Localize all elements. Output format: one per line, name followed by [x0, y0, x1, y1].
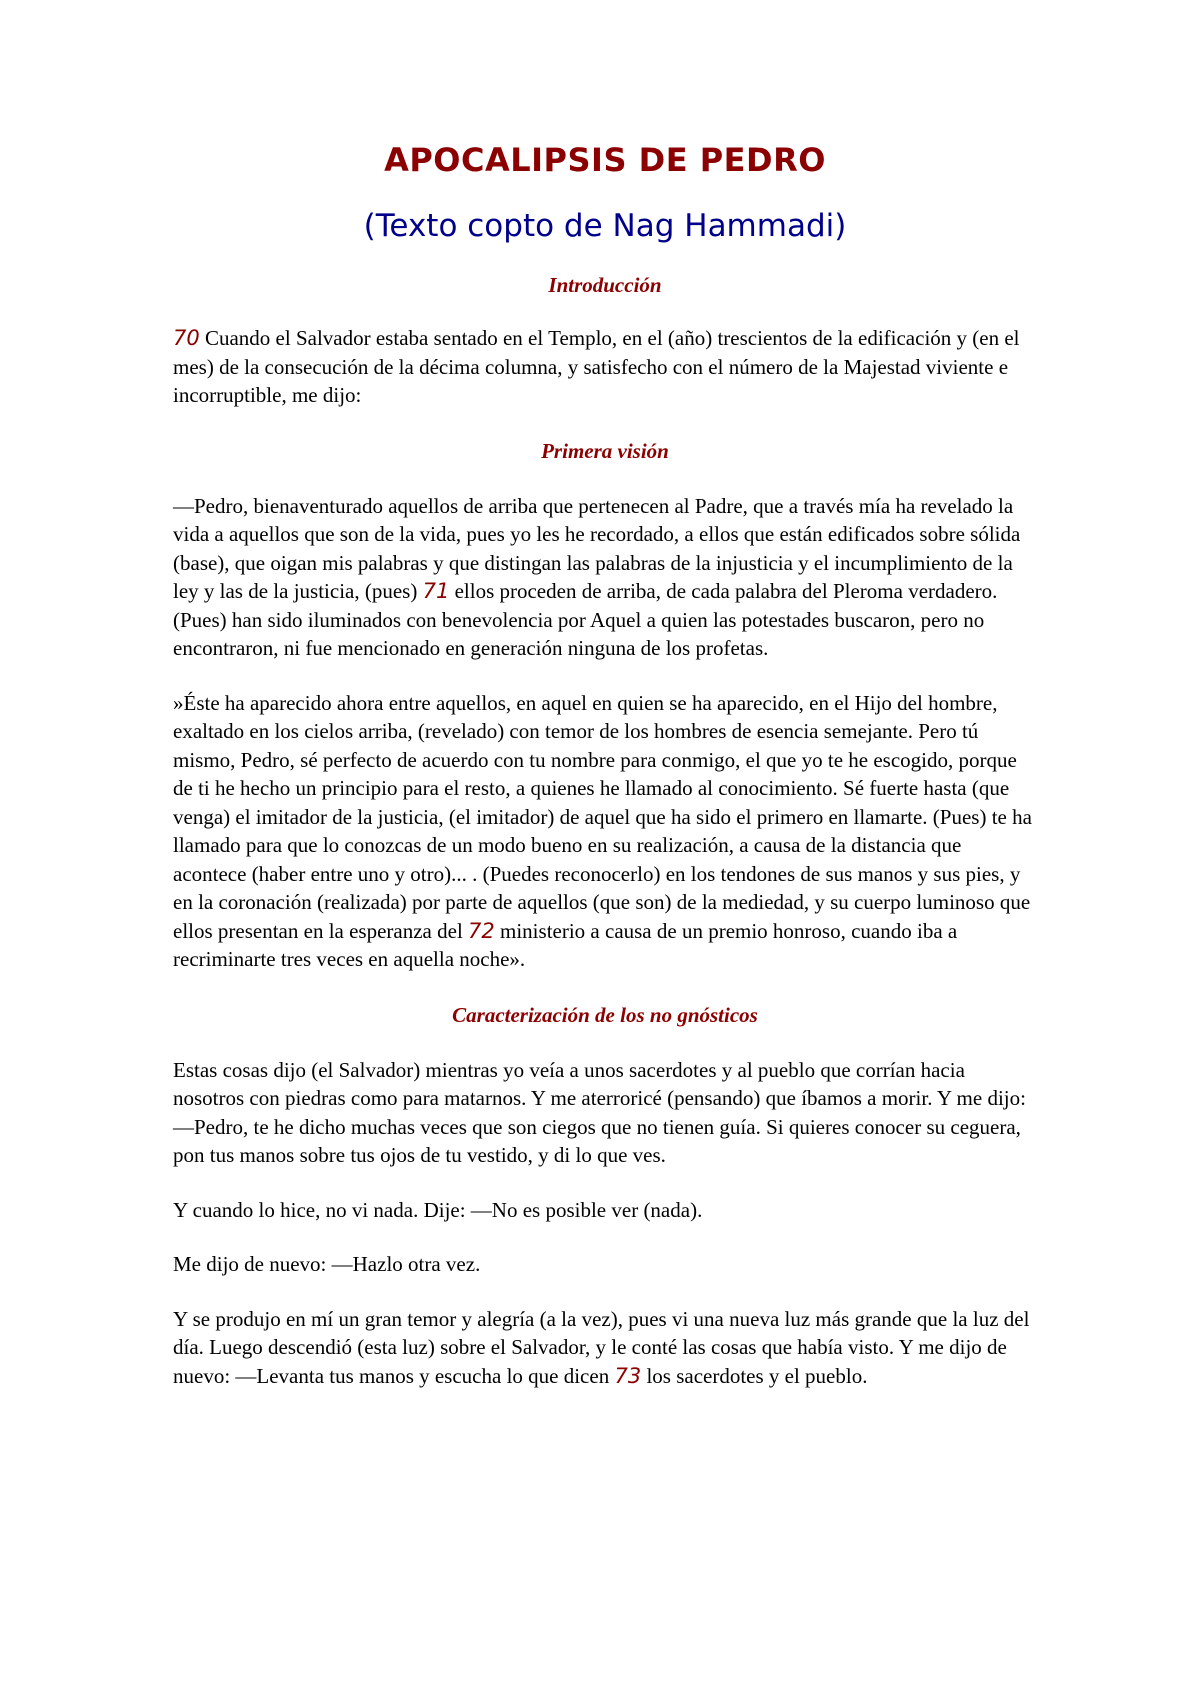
paragraph-text: Y se produjo en mí un gran temor y alegría (a la vez), pues vi una nueva luz más grande que la luz del día. Luego descendió (esta luz) sobre el Salvador, y le conté las cosas que había visto. Y me dijo de nuevo: —Levanta tus manos y escucha lo que dicen — [173, 1306, 1030, 1388]
paragraph-first-vision-1 — [173, 492, 1037, 663]
paragraph-text: ministerio a causa de un premio honroso, cuando iba a recriminarte tres veces en aquella noche». — [173, 918, 958, 971]
verse-number: 72 — [468, 918, 495, 943]
paragraph-non-gnostics-2: Y cuando lo hice, no vi nada. Dije: —No es posible ver (nada). — [173, 1197, 703, 1222]
paragraph-text: »Éste ha aparecido ahora entre aquellos, en aquel en quien se ha aparecido, en el Hijo del hombre, exaltado en los cielos arriba, (revelado) con temor de los hombres de esencia semejante. Pero tú mismo, Pedro, sé perfecto de acuerdo con tu nombre para conmigo, el que yo te he escogido, porque de ti he hecho un principio para el resto, a quienes he llamado al conocimiento. Sé fuerte hasta (que venga) el imitador de la justicia, (el imitador) de aquel que ha sido el primero en llamarte. (Pues) te ha llamado para que lo conozcas de un modo bueno en su realización, a causa de la distancia que acontece (haber entre uno y otro)... . (Puedes reconocerlo) en los tendones de sus manos y sus pies, y en la coronación (realizada) por parte de aquellos (que son) de la mediedad, y su cuerpo luminoso que ellos presentan en la esperanza del — [173, 690, 1032, 943]
document-page — [173, 140, 1037, 1390]
section-heading-non-gnostics: Caracterización de los no gnósticos — [452, 1002, 758, 1027]
paragraph-non-gnostics-3: Me dijo de nuevo: —Hazlo otra vez. — [173, 1252, 481, 1276]
paragraph-text: Cuando el Salvador estaba sentado en el Templo, en el (año) trescientos de la edificación y (en el mes) de la consecución de la décima columna, y satisfecho con el número de la Majestad viviente e incorruptible, me dijo: — [173, 326, 1020, 407]
paragraph-non-gnostics-1: Estas cosas dijo (el Salvador) mientras yo veía a unos sacerdotes y al pueblo que corrían hacia nosotros con piedras como para matarnos. Y me aterroricé (pensando) que íbamos a morir. Y me dijo: —Pedro, te he dicho muchas veces que son ciegos que no tienen guía. Si quieres conocer su ceguera, pon tus manos sobre tus ojos de tu vestido, y di lo que ves. — [173, 1057, 1026, 1167]
paragraph-text: los sacerdotes y el pueblo. — [641, 1363, 868, 1388]
paragraph-non-gnostics-4 — [173, 1305, 1037, 1391]
paragraph-intro — [173, 324, 1037, 410]
document-title: APOCALIPSIS DE PEDRO — [384, 141, 826, 179]
verse-number: 73 — [614, 1363, 642, 1388]
section-heading-first-vision: Primera visión — [541, 438, 669, 463]
paragraph-text: —Pedro, bienaventurado aquellos de arriba que pertenecen al Padre, que a través mía ha revelado la vida a aquellos que son de la vida, pues yo les he recordado, a ellos que están edificados sobre sólida (base), que oigan mis palabras y que distingan las palabras de la injusticia y el incumplimiento de la ley y las de la justicia, (pues) — [173, 493, 1021, 603]
paragraph-first-vision-2 — [173, 689, 1037, 974]
verse-number: 71 — [422, 579, 450, 603]
verse-number: 70 — [173, 326, 200, 350]
paragraph-text: ellos proceden de arriba, de cada palabra del Pleroma verdadero. (Pues) han sido iluminados con benevolencia por Aquel a quien las potestades buscaron, pero no encontraron, ni fue mencionado en generación ninguna de los profetas. — [173, 579, 998, 660]
document-subtitle: (Texto copto de Nag Hammadi) — [363, 208, 847, 244]
section-heading-intro: Introducción — [548, 273, 662, 297]
